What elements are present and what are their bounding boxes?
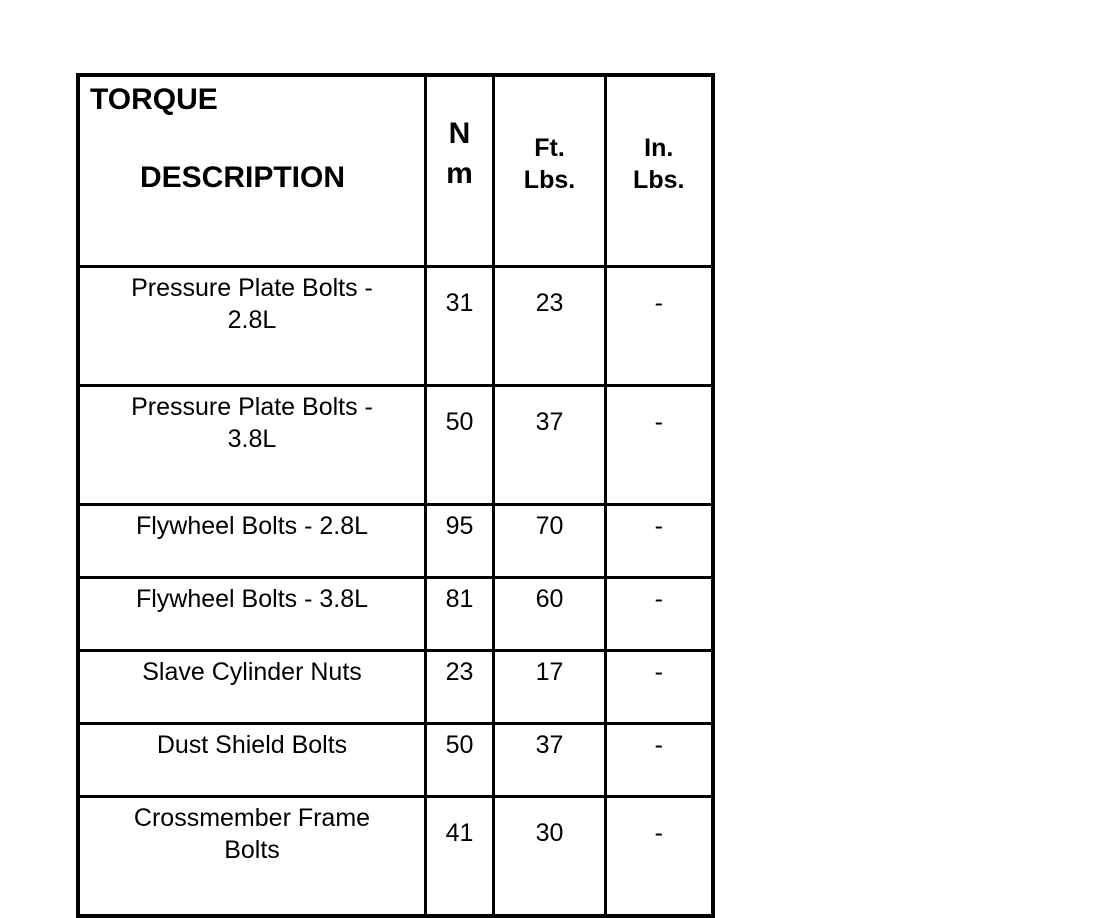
header-in-lbs-label <box>607 132 711 196</box>
header-torque-label: TORQUE <box>90 83 218 116</box>
ft-lbs-cell: 37 <box>494 386 606 505</box>
table-row <box>78 386 713 505</box>
in-lbs-cell: - <box>606 651 713 724</box>
nm-cell: 31 <box>426 267 494 386</box>
table-row <box>78 578 713 651</box>
header-ft-lbs-line-1: Ft. <box>534 134 565 162</box>
description-cell <box>78 724 426 797</box>
description-cell <box>78 267 426 386</box>
nm-cell: 23 <box>426 651 494 724</box>
table-row <box>78 724 713 797</box>
description-line: Pressure Plate Bolts - <box>131 393 373 421</box>
in-lbs-cell: - <box>606 578 713 651</box>
ft-lbs-cell: 70 <box>494 505 606 578</box>
header-nm-cell <box>426 75 494 267</box>
nm-cell: 50 <box>426 386 494 505</box>
in-lbs-cell: - <box>606 386 713 505</box>
ft-lbs-cell: 23 <box>494 267 606 386</box>
header-ft-lbs-cell <box>494 75 606 267</box>
description-cell <box>78 651 426 724</box>
in-lbs-cell: - <box>606 505 713 578</box>
nm-cell: 41 <box>426 797 494 917</box>
in-lbs-cell: - <box>606 797 713 917</box>
ft-lbs-cell: 30 <box>494 797 606 917</box>
table-row <box>78 267 713 386</box>
description-line: Dust Shield Bolts <box>156 731 348 759</box>
description-line: Pressure Plate Bolts - <box>131 274 373 302</box>
description-cell <box>78 505 426 578</box>
description-line: 2.8L <box>227 306 277 334</box>
description-line: Crossmember Frame <box>133 804 371 832</box>
description-cell <box>78 578 426 651</box>
table-header-row <box>78 75 713 267</box>
nm-cell: 95 <box>426 505 494 578</box>
description-cell <box>78 386 426 505</box>
header-in-lbs-line-1: In. <box>644 134 674 162</box>
header-description-cell <box>78 75 426 267</box>
description-line: 3.8L <box>227 425 277 453</box>
header-description-label: DESCRIPTION <box>140 161 346 194</box>
in-lbs-cell: - <box>606 724 713 797</box>
ft-lbs-cell: 60 <box>494 578 606 651</box>
table-row <box>78 797 713 917</box>
table-row <box>78 505 713 578</box>
nm-cell: 50 <box>426 724 494 797</box>
description-line: Flywheel Bolts - 2.8L <box>135 512 369 540</box>
description-line: Flywheel Bolts - 3.8L <box>135 585 369 613</box>
header-ft-lbs-label <box>495 132 604 196</box>
torque-specification-table <box>76 73 715 918</box>
ft-lbs-cell: 37 <box>494 724 606 797</box>
description-line: Slave Cylinder Nuts <box>142 658 362 686</box>
nm-cell: 81 <box>426 578 494 651</box>
header-in-lbs-cell <box>606 75 713 267</box>
in-lbs-cell: - <box>606 267 713 386</box>
table-row <box>78 651 713 724</box>
header-nm-label: N m <box>446 117 473 190</box>
header-ft-lbs-line-2: Lbs. <box>523 166 576 194</box>
header-in-lbs-line-2: Lbs. <box>633 166 685 194</box>
description-cell <box>78 797 426 917</box>
description-line: Bolts <box>224 836 280 864</box>
ft-lbs-cell: 17 <box>494 651 606 724</box>
